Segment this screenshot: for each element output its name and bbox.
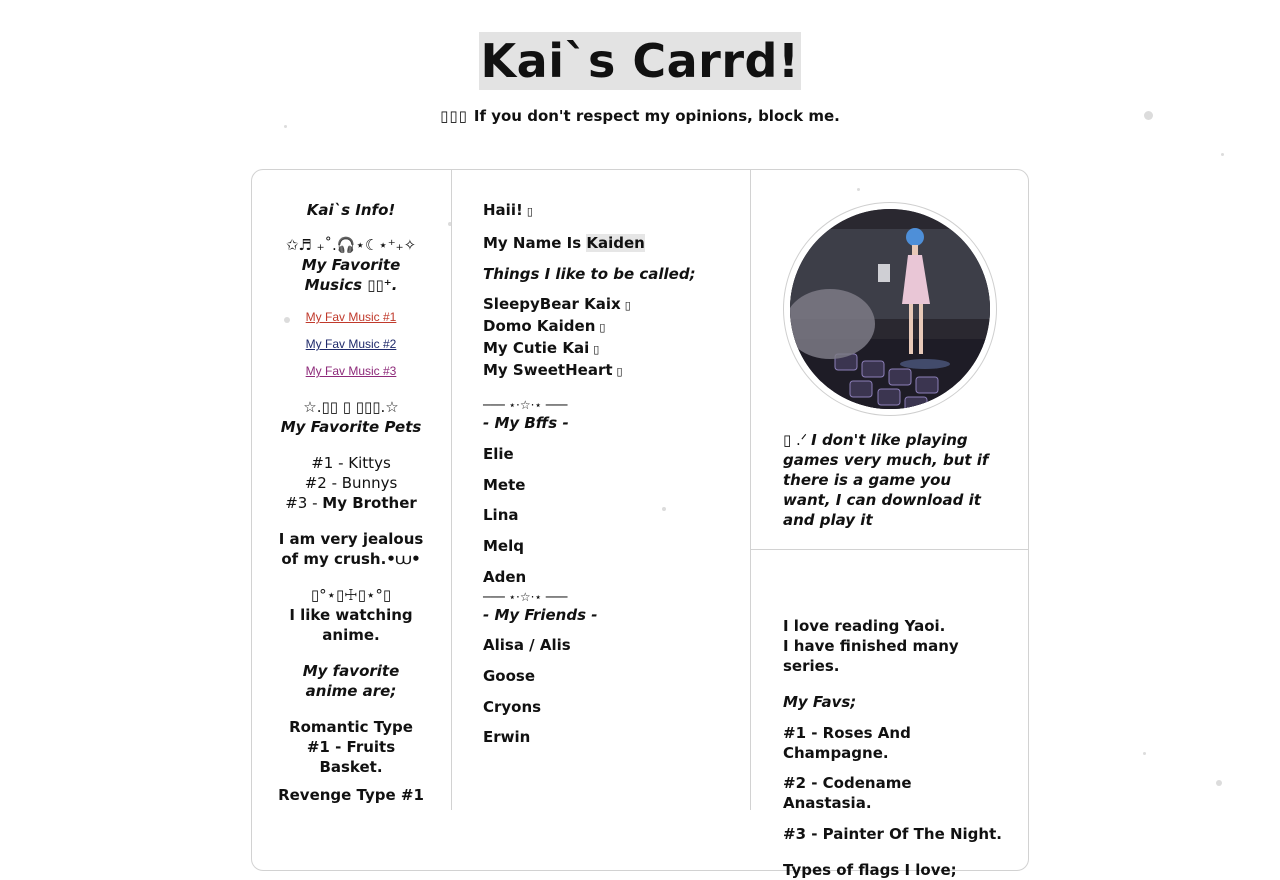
background-dot — [1143, 752, 1146, 755]
pet-item: #2 - Bunnys — [304, 474, 398, 492]
fav-item: #3 - Painter Of The Night. — [783, 825, 1002, 843]
bffs-heading: - My Bffs - — [483, 414, 569, 432]
music-heading: My Favorite Musics ▯▯⁺. — [301, 256, 401, 294]
pets-decoration: ☆.▯▯ ▯ ▯▯▯.☆ — [303, 398, 399, 416]
background-dot — [1216, 780, 1222, 786]
nickname-list — [483, 294, 733, 382]
yaoi-text: I love reading Yaoi. I have finished many series. — [783, 617, 959, 675]
background-dot — [1221, 153, 1224, 156]
column-divider — [451, 170, 452, 810]
name-highlight: Kaiden — [586, 234, 645, 252]
games-text: ▯ .ᐟ I don't like playing games very much, but if there is a game you want, I can download it and play it — [783, 431, 989, 529]
friends-heading: - My Friends - — [483, 606, 598, 624]
name-line: My Name Is Kaiden — [483, 234, 645, 252]
left-column — [276, 200, 426, 805]
nickname-item: Domo Kaiden ▯ — [483, 317, 606, 335]
bff-item: Mete — [483, 476, 526, 494]
nickname-item: SleepyBear Kaix ▯ — [483, 295, 631, 313]
pets-list — [276, 453, 426, 513]
fav-item: #2 - Codename Anastasia. — [783, 774, 912, 812]
tagline — [0, 106, 1280, 126]
romantic-first: #1 - Fruits Basket. — [306, 738, 396, 776]
avatar-illustration — [790, 209, 990, 409]
bffs-list — [483, 444, 733, 587]
favs-list — [783, 723, 1003, 844]
fav-item: #1 - Roses And Champagne. — [783, 724, 911, 762]
anime-decoration: ▯°⋆▯☩▯⋆°▯ — [310, 586, 392, 604]
fav-music-link-2[interactable]: My Fav Music #2 — [305, 337, 397, 351]
revenge-type: Revenge Type #1 — [278, 786, 424, 804]
called-heading: Things I like to be called; — [483, 265, 696, 283]
flags-heading: Types of flags I love; — [783, 861, 957, 879]
romantic-type: Romantic Type — [289, 718, 413, 736]
fav-music-link-3[interactable]: My Fav Music #3 — [305, 364, 397, 378]
friend-item: Goose — [483, 667, 536, 685]
info-heading: Kai`s Info! — [306, 201, 396, 219]
music-decoration: ✩♬ ₊˚.🎧⋆☾⋆⁺₊✧ — [285, 236, 417, 254]
friend-item: Alisa / Alis — [483, 636, 571, 654]
friend-item: Erwin — [483, 728, 531, 746]
jealous-text: I am very jealous of my crush.•⩊• — [278, 530, 424, 568]
greeting: Haii! ▯ — [483, 201, 533, 219]
page-title-wrap — [0, 32, 1280, 90]
bff-item: Aden — [483, 568, 527, 586]
bff-item: Melq — [483, 537, 524, 555]
tagline-text: If you don't respect my opinions, block me. — [473, 107, 840, 125]
right-column — [783, 200, 1003, 880]
divider-star: ─── ⋆⋅☆⋅⋆ ─── — [483, 590, 568, 604]
avatar — [783, 202, 997, 416]
friend-item: Cryons — [483, 698, 542, 716]
column-divider — [750, 170, 751, 810]
favs-heading: My Favs; — [783, 693, 857, 711]
bff-item: Elie — [483, 445, 514, 463]
pets-heading: My Favorite Pets — [280, 418, 422, 436]
avatar-image — [790, 209, 990, 409]
friends-list — [483, 635, 733, 747]
nickname-item: My Cutie Kai ▯ — [483, 339, 600, 357]
middle-column — [483, 200, 733, 747]
page-title: Kai`s Carrd! — [480, 34, 800, 88]
bff-item: Lina — [483, 506, 519, 524]
fav-music-link-1[interactable]: My Fav Music #1 — [305, 310, 397, 324]
pet-item: #3 - My Brother — [285, 494, 417, 512]
anime-heading: My favorite anime are; — [302, 662, 400, 700]
anime-text: I like watching anime. — [289, 606, 413, 644]
tagline-symbols: ▯▯▯ — [440, 107, 468, 125]
nickname-item: My SweetHeart ▯ — [483, 361, 623, 379]
pet-item: #1 - Kittys — [311, 454, 391, 472]
divider-star: ─── ⋆⋅☆⋅⋆ ─── — [483, 398, 568, 412]
games-symbol: ▯ .ᐟ — [783, 431, 808, 449]
